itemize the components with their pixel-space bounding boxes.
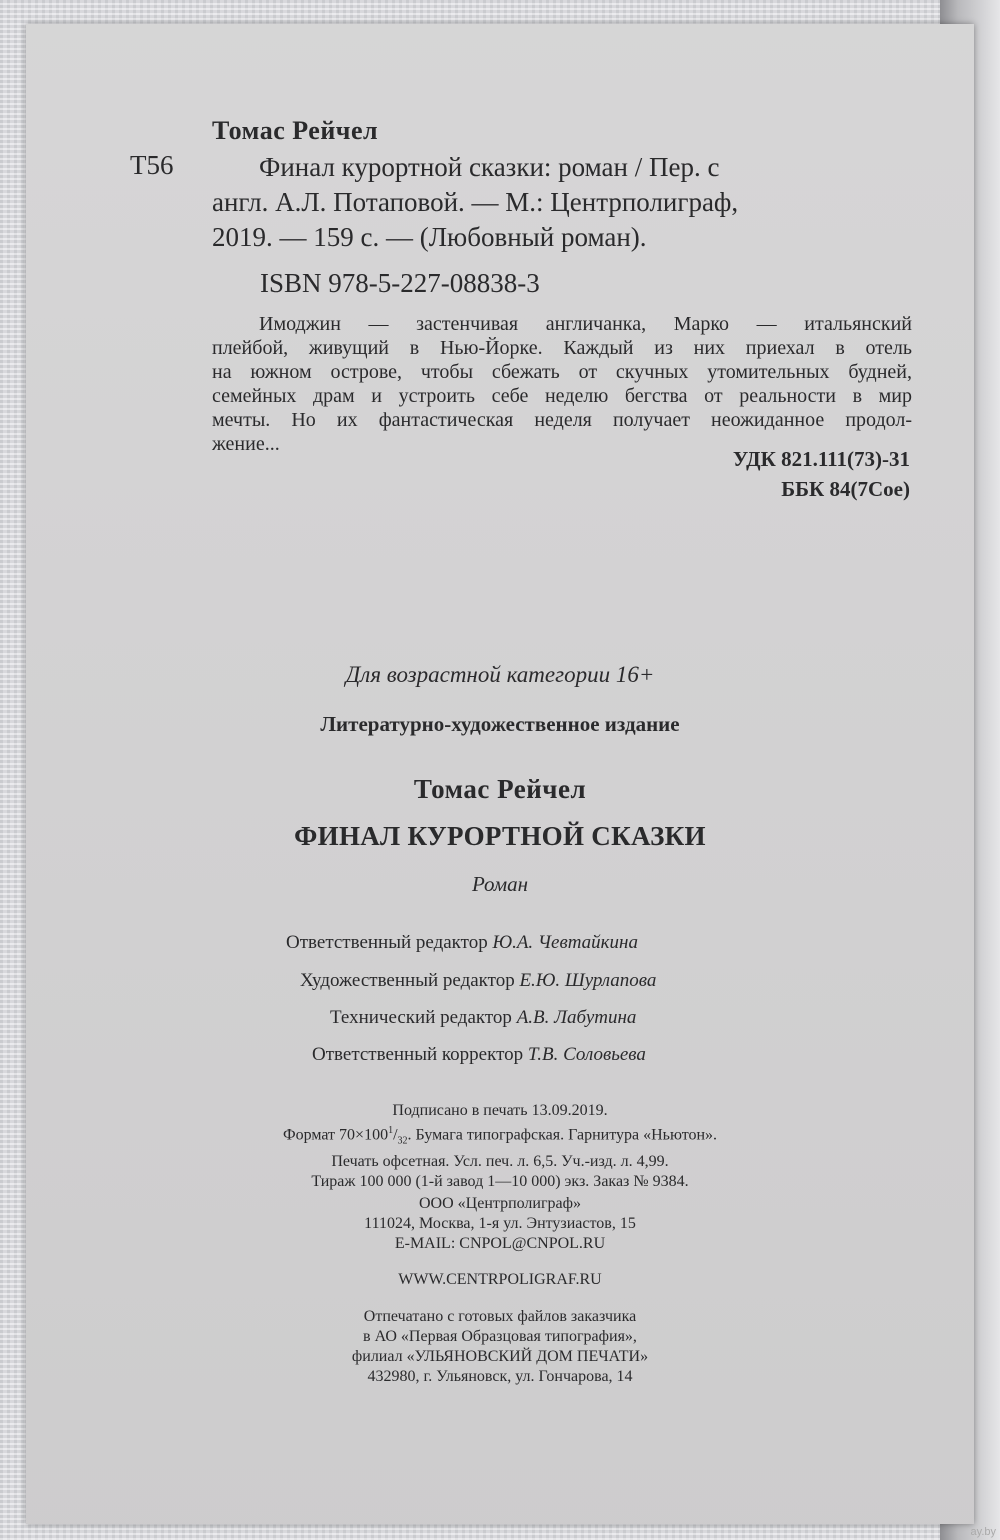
- site-watermark: ay.by: [970, 1526, 996, 1538]
- annotation-line: на южном острове, чтобы сбежать от скучных утомительных будней,: [212, 361, 912, 383]
- staff-role: Художественный редактор: [300, 970, 515, 991]
- publisher-info: [26, 1194, 974, 1254]
- annotation-line: мечты. Но их фантастическая неделя получает неожиданное продол-: [212, 409, 912, 431]
- catalog-description: [212, 150, 912, 255]
- run-line: Тираж 100 000 (1-й завод 1—10 000) экз. Заказ № 9384.: [311, 1172, 689, 1190]
- print-info: [26, 1101, 974, 1192]
- edition-title: ФИНАЛ КУРОРТНОЙ СКАЗКИ: [294, 821, 706, 851]
- staff-name: Т.В. Соловьева: [527, 1044, 646, 1065]
- printer-line: Отпечатано с готовых файлов заказчика: [363, 1308, 637, 1325]
- edition-genre: Роман: [471, 872, 529, 896]
- staff-row: [286, 932, 638, 954]
- sheets-line: Печать офсетная. Усл. печ. л. 6,5. Уч.-изд. л. 4,99.: [331, 1152, 669, 1170]
- udk-code: УДК 821.111(73)-31: [732, 447, 910, 471]
- isbn: ISBN 978-5-227-08838-3: [260, 268, 540, 298]
- staff-row: [312, 1044, 646, 1066]
- signed-date: Подписано в печать 13.09.2019.: [392, 1102, 608, 1119]
- format-denominator: 32: [397, 1135, 408, 1147]
- publisher-website: WWW.CENTRPOLIGRAF.RU: [398, 1271, 602, 1288]
- annotation-line: плейбой, живущий в Нью-Йорке. Каждый из них приехал в отель: [212, 337, 912, 359]
- printer-line: в АО «Первая Образцовая типография»,: [363, 1328, 637, 1345]
- catalog-author: Томас Рейчел: [212, 116, 379, 145]
- edition-type: Литературно-художественное издание: [320, 712, 680, 736]
- format-numerator: 1: [388, 1125, 394, 1136]
- staff-role: Ответственный корректор: [312, 1044, 524, 1065]
- staff-name: Е.Ю. Шурлапова: [519, 970, 657, 991]
- printer-line: 432980, г. Ульяновск, ул. Гончарова, 14: [367, 1368, 633, 1385]
- edition-author: Томас Рейчел: [413, 774, 587, 804]
- staff-role: Технический редактор: [330, 1007, 512, 1028]
- catalog-description-line: 2019. — 159 с. — (Любовный роман).: [212, 222, 647, 252]
- staff-name: А.В. Лабутина: [516, 1007, 637, 1028]
- publisher-email: E-MAIL: CNPOL@CNPOL.RU: [394, 1235, 606, 1252]
- annotation-line: жение...: [212, 433, 280, 455]
- staff-row: [300, 970, 656, 992]
- staff-row: [330, 1007, 636, 1029]
- annotation-line: Имоджин — застенчивая англичанка, Марко — итальянский: [259, 313, 912, 335]
- book-page: [26, 24, 974, 1524]
- format-line: Формат $70\times 100^1/_{32}$. Бумага типографская. Гарнитура «Ньютон».: [282, 1125, 718, 1147]
- annotation-line: семейных драм и устроить себе неделю бегства от реальности в мир: [212, 385, 912, 407]
- catalog-description-line: Финал курортной сказки: роман / Пер. с: [259, 152, 720, 182]
- catalog-description-line: англ. А.Л. Потаповой. — М.: Центрполиграф,: [212, 187, 739, 217]
- publisher-name: ООО «Центрполиграф»: [419, 1195, 581, 1212]
- catalog-code: Т56: [130, 150, 174, 180]
- publisher-address: 111024, Москва, 1-я ул. Энтузиастов, 15: [364, 1215, 636, 1232]
- printer-info: [26, 1307, 974, 1387]
- format-suffix: . Бумага типографская. Гарнитура «Ньютон».: [407, 1126, 718, 1144]
- age-category: Для возрастной категории 16+: [345, 662, 655, 687]
- staff-name: Ю.А. Чевтайкина: [492, 932, 638, 953]
- classification-codes: [733, 444, 910, 504]
- printer-line: филиал «УЛЬЯНОВСКИЙ ДОМ ПЕЧАТИ»: [351, 1348, 649, 1365]
- annotation: [212, 312, 912, 456]
- bbk-code: ББК 84(7Сое): [781, 477, 910, 501]
- format-prefix: Формат 70×100: [282, 1126, 389, 1144]
- staff-role: Ответственный редактор: [286, 932, 488, 953]
